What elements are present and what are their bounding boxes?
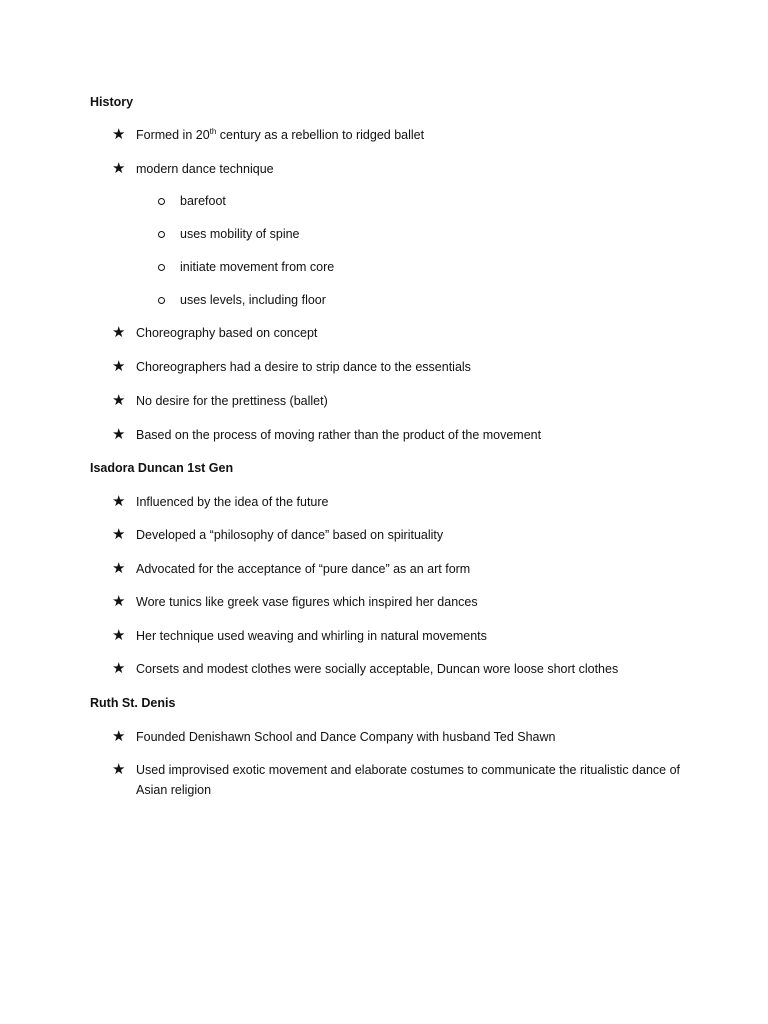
list-item-text: Her technique used weaving and whirling in natural movements: [136, 629, 487, 643]
list-item-text: Corsets and modest clothes were socially acceptable, Duncan wore loose short clothes: [136, 662, 619, 676]
list-item-text: Formed in 20th century as a rebellion to ridged ballet: [136, 126, 425, 142]
list-item: [112, 492, 692, 512]
list-item-text: Developed a “philosophy of dance” based on spirituality: [136, 528, 444, 542]
star-bullet-icon: ★: [112, 426, 126, 443]
list-item-text: Used improvised exotic movement and elaborate costumes to communicate the ritualistic dance of Asian religion: [136, 763, 681, 797]
list-item-text: No desire for the prettiness (ballet): [136, 394, 328, 408]
list-item-text: Choreographers had a desire to strip dance to the essentials: [136, 360, 471, 374]
list-item-text: Choreography based on concept: [136, 326, 318, 340]
star-bullet-icon: ★: [112, 627, 126, 644]
sub-list-item: [158, 224, 678, 244]
star-bullet-icon: ★: [112, 560, 126, 577]
list-item: [112, 425, 692, 445]
sub-list-item: [158, 191, 678, 211]
list-item: [112, 559, 692, 579]
list-item: [112, 760, 692, 800]
list-item: [112, 592, 692, 612]
star-bullet-icon: ★: [112, 660, 126, 677]
star-bullet-icon: ★: [112, 324, 126, 341]
circle-bullet-icon: [158, 264, 165, 271]
heading-isadora-duncan: Isadora Duncan 1st Gen: [90, 461, 234, 475]
list-item-text: Wore tunics like greek vase figures which inspired her dances: [136, 595, 478, 609]
list-item: [112, 357, 692, 377]
list-item: [112, 323, 692, 343]
list-item: [112, 525, 692, 545]
star-bullet-icon: ★: [112, 126, 126, 143]
list-item: [112, 391, 692, 411]
heading-ruth-st-denis: Ruth St. Denis: [90, 696, 176, 710]
circle-bullet-icon: [158, 198, 165, 205]
list-item: [112, 659, 692, 679]
star-bullet-icon: ★: [112, 593, 126, 610]
star-bullet-icon: ★: [112, 392, 126, 409]
list-item-text: Founded Denishawn School and Dance Company with husband Ted Shawn: [136, 730, 556, 744]
circle-bullet-icon: [158, 297, 165, 304]
star-bullet-icon: ★: [112, 728, 126, 745]
list-item-text: Influenced by the idea of the future: [136, 495, 329, 509]
list-item: [112, 626, 692, 646]
list-item: [112, 159, 692, 179]
sub-list-item-text: barefoot: [180, 194, 226, 208]
sub-list-item-text: uses mobility of spine: [180, 227, 300, 241]
star-bullet-icon: ★: [112, 358, 126, 375]
sub-list-item: [158, 290, 678, 310]
list-item: [112, 727, 692, 747]
circle-bullet-icon: [158, 231, 165, 238]
sub-list-item-text: uses levels, including floor: [180, 293, 326, 307]
list-item-text: Advocated for the acceptance of “pure dance” as an art form: [136, 562, 471, 576]
list-item: [112, 125, 692, 145]
heading-history: History: [90, 95, 134, 109]
star-bullet-icon: ★: [112, 493, 126, 510]
list-item-text: Based on the process of moving rather than the product of the movement: [136, 428, 542, 442]
sub-list-item: [158, 257, 678, 277]
list-item-text: modern dance technique: [136, 162, 274, 176]
sub-list-item-text: initiate movement from core: [180, 260, 335, 274]
star-bullet-icon: ★: [112, 160, 126, 177]
star-bullet-icon: ★: [112, 761, 126, 778]
star-bullet-icon: ★: [112, 526, 126, 543]
